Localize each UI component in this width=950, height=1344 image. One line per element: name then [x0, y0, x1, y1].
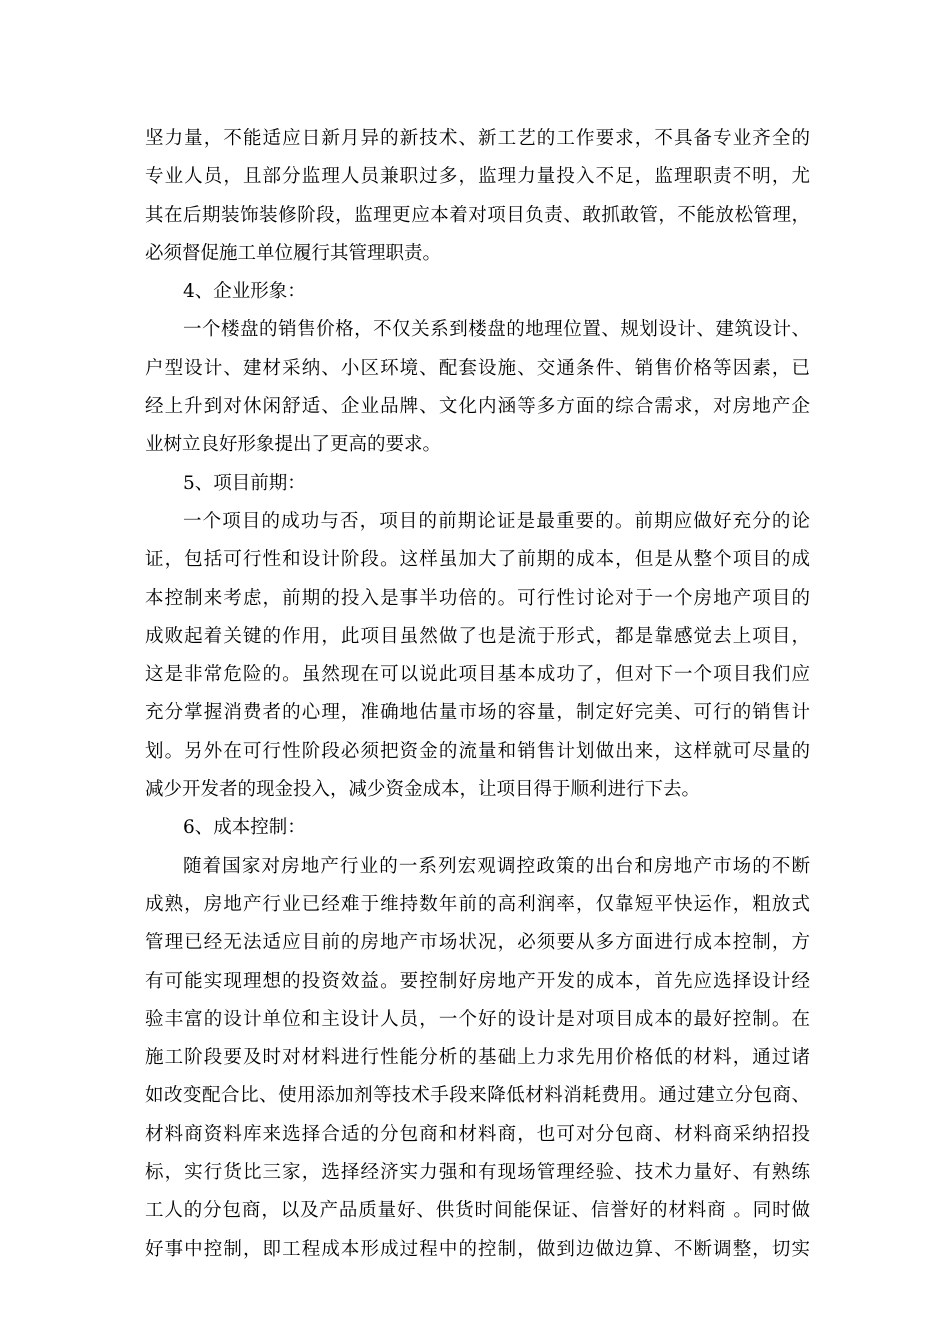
text-line: 本控制来考虑，前期的投入是事半功倍的。可行性讨论对于一个房地产项目的 [145, 587, 810, 609]
text-line: 成败起着关键的作用，此项目虽然做了也是流于形式，都是靠感觉去上项目， [145, 625, 810, 647]
text-line: 管理已经无法适应目前的房地产市场状况，必须要从多方面进行成本控制，方 [145, 932, 810, 954]
paragraph-intro [145, 120, 810, 273]
text-line: 有可能实现理想的投资效益。要控制好房地产开发的成本，首先应选择设计经 [145, 970, 810, 992]
text-line: 成熟，房地产行业已经难于维持数年前的高利润率，仅靠短平快运作，粗放式 [145, 893, 810, 915]
text-line: 标，实行货比三家，选择经济实力强和有现场管理经验、技术力量好、有熟练 [145, 1162, 810, 1184]
text-line: 充分掌握消费者的心理，准确地估量市场的容量，制定好完美、可行的销售计 [145, 702, 810, 724]
text-line: 施工阶段要及时对材料进行性能分析的基础上力求先用价格低的材料，通过诸 [145, 1047, 810, 1069]
text-line: 一个楼盘的销售价格，不仅关系到楼盘的地理位置、规划设计、建筑设计、 [183, 319, 810, 341]
text-line: 证，包括可行性和设计阶段。这样虽加大了前期的成本，但是从整个项目的成 [145, 549, 810, 571]
text-line: 必须督促施工单位履行其管理职责。 [145, 242, 442, 264]
text-line: 材料商资料库来选择合适的分包商和材料商，也可对分包商、材料商采纳招投 [145, 1123, 810, 1145]
text-line: 经上升到对休闲舒适、企业品牌、文化内涵等多方面的综合需求，对房地产企 [145, 396, 810, 418]
text-line: 划。另外在可行性阶段必须把资金的流量和销售计划做出来，这样就可尽量的 [145, 740, 810, 762]
text-line: 这是非常危险的。虽然现在可以说此项目基本成功了，但对下一个项目我们应 [145, 664, 810, 686]
text-line: 坚力量，不能适应日新月异的新技术、新工艺的工作要求，不具备专业齐全的 [145, 128, 810, 149]
section-heading-6: 6、成本控制： [183, 817, 306, 839]
paragraph-section-4 [145, 311, 810, 464]
section-heading-5: 5、项目前期： [183, 472, 306, 494]
text-line: 如改变配合比、使用添加剂等技术手段来降低材料消耗费用。通过建立分包商、 [145, 1085, 810, 1107]
text-line: 好事中控制，即工程成本形成过程中的控制，做到边做边算、不断调整，切实 [145, 1238, 810, 1260]
text-line: 户型设计、建材采纳、小区环境、配套设施、交通条件、销售价格等因素，已 [145, 357, 810, 379]
text-line: 减少开发者的现金投入，减少资金成本，让项目得于顺利进行下去。 [145, 779, 701, 801]
paragraph-section-6 [145, 848, 810, 1269]
document-page [145, 120, 810, 1269]
section-heading-4: 4、企业形象： [183, 281, 306, 303]
text-line: 随着国家对房地产行业的一系列宏观调控政策的出台和房地产市场的不断 [183, 855, 810, 877]
text-line: 一个项目的成功与否，项目的前期论证是最重要的。前期应做好充分的论 [183, 510, 810, 532]
paragraph-section-5 [145, 503, 810, 809]
text-line: 其在后期装饰装修阶段，监理更应本着对项目负责、敢抓敢管，不能放松管理， [145, 204, 810, 226]
text-line: 工人的分包商，以及产品质量好、供货时间能保证、信誉好的材料商 。同时做 [145, 1200, 810, 1222]
text-line: 专业人员，且部分监理人员兼职过多，监理力量投入不足，监理职责不明，尤 [145, 166, 810, 188]
text-line: 业树立良好形象提出了更高的要求。 [145, 434, 442, 456]
text-line: 验丰富的设计单位和主设计人员，一个好的设计是对项目成本的最好控制。在 [145, 1008, 810, 1030]
